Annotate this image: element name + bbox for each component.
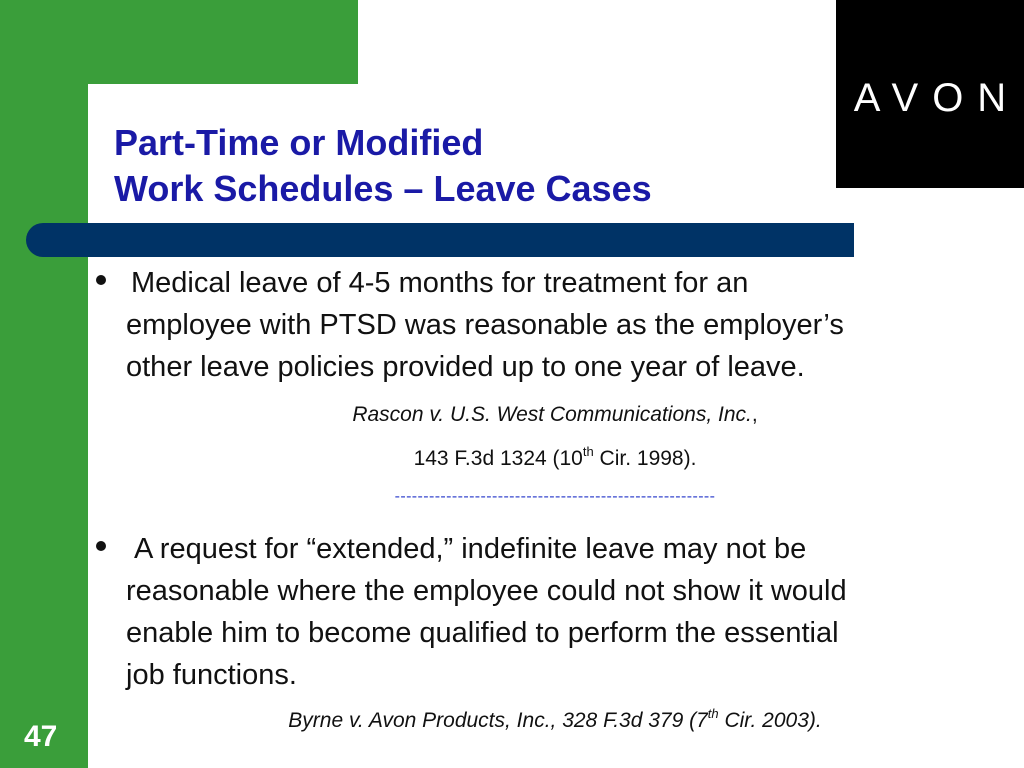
logo-text: AVON [853,76,1021,120]
bullet-2-line-2: reasonable where the employee could not show it would [126,575,847,607]
avon-logo [836,0,1024,188]
citation-byrne-superscript: th [707,706,719,721]
citation-byrne [110,708,1000,734]
citation-rascon-comma: , [751,403,758,426]
green-top-band [0,0,358,84]
citation-rascon-reporter [110,446,1000,472]
bullet-1-line-2: employee with PTSD was reasonable as the employer’s [126,309,844,341]
title-line-2: Work Schedules – Leave Cases [114,168,652,209]
bullet-2-line-4: job functions. [126,659,297,691]
bullet-1-line-3: other leave policies provided up to one year of leave. [126,351,805,383]
green-side-band [0,0,88,768]
bullet-dot-icon [96,275,106,285]
title-underline-bar [26,223,854,257]
slide-number: 47 [24,720,58,753]
bullet-2-line-1: A request for “extended,” indefinite leave may not be [134,533,807,565]
citation-rascon-reporter-text: 143 F.3d 1324 (10 [413,447,583,470]
bullet-item-2 [126,528,986,696]
citation-rascon-court: Cir. 1998). [593,447,697,470]
bullet-1-line-1: Medical leave of 4-5 months for treatment for an [131,267,749,299]
bullet-2-line-3: enable him to become qualified to perform the essential [126,617,839,649]
citation-byrne-court: Cir. 2003). [718,709,822,732]
citation-byrne-text: Byrne v. Avon Products, Inc., 328 F.3d 379 (7 [288,709,708,732]
citation-rascon-superscript: th [582,444,594,459]
dashed-separator: -------------------------------------------------------- [394,488,716,505]
bullet-item-1 [126,262,986,388]
slide-title [114,120,834,212]
citation-rascon [110,402,1000,428]
title-line-1: Part-Time or Modified [114,122,484,163]
citation-rascon-case: Rascon v. U.S. West Communications, Inc. [352,403,752,426]
bullet-dot-icon [96,541,106,551]
